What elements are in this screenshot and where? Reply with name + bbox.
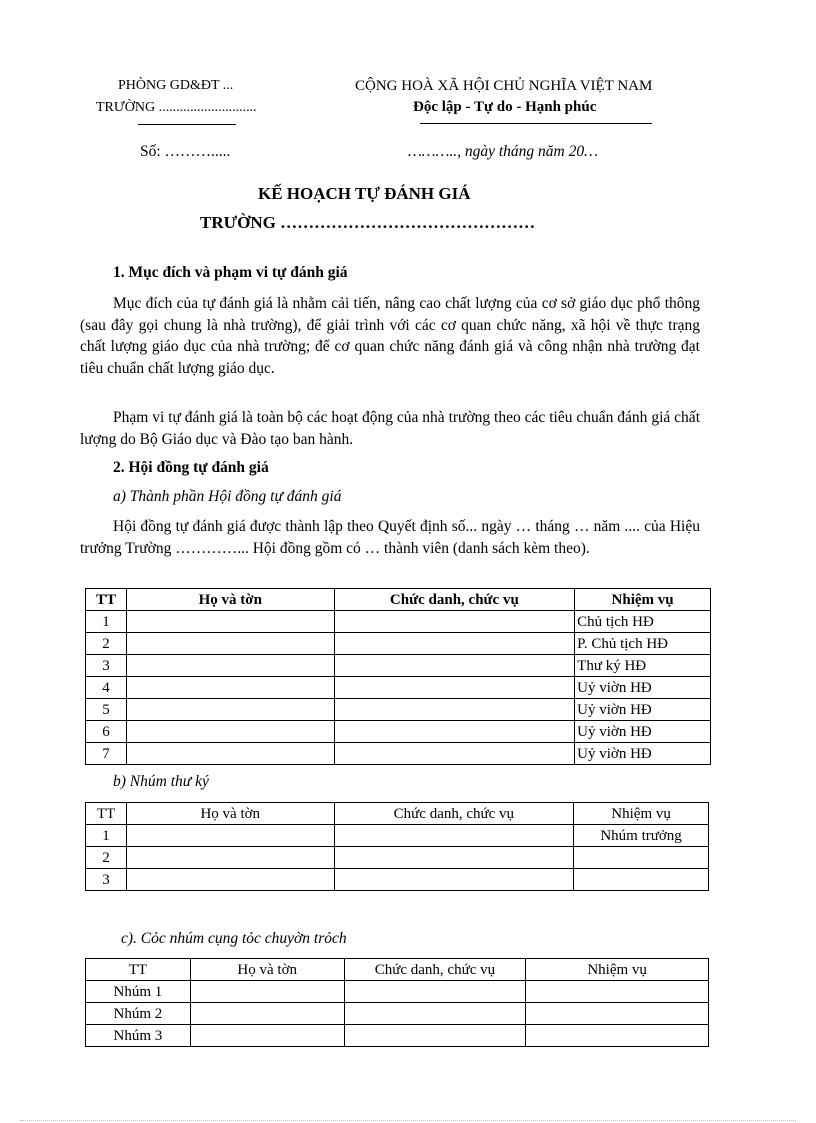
table-cell: 3 bbox=[86, 869, 127, 891]
table-row bbox=[86, 981, 709, 1003]
table-cell: Uỷ viờn HĐ bbox=[575, 721, 711, 743]
section2-paragraph: Hội đồng tự đánh giá được thành lập theo Quyết định số... ngày … tháng … năm .... của Hiệu trưởng Trường …………... Hội đồng gồm có … thành viên (danh sách kèm theo). bbox=[80, 518, 700, 557]
table-row bbox=[86, 825, 709, 847]
motto: Độc lập - Tự do - Hạnh phúc bbox=[413, 99, 597, 115]
table-cell bbox=[526, 981, 709, 1003]
working-groups-table bbox=[85, 958, 709, 1047]
table-header-row bbox=[86, 803, 709, 825]
table-cell: Nhúm 1 bbox=[86, 981, 191, 1003]
column-header: TT bbox=[86, 803, 127, 825]
table-cell bbox=[126, 847, 334, 869]
column-header: Nhiệm vụ bbox=[575, 589, 711, 611]
column-header: Chức danh, chức vụ bbox=[344, 959, 526, 981]
page-bottom-divider bbox=[20, 1120, 796, 1121]
table-cell bbox=[126, 869, 334, 891]
table-cell bbox=[126, 633, 334, 655]
table-cell bbox=[344, 981, 526, 1003]
table-cell bbox=[190, 1003, 344, 1025]
column-header: Họ và tờn bbox=[126, 589, 334, 611]
column-header: Chức danh, chức vụ bbox=[334, 589, 575, 611]
table-cell bbox=[526, 1025, 709, 1047]
table-cell bbox=[334, 721, 575, 743]
table-cell: 7 bbox=[86, 743, 127, 765]
table-row bbox=[86, 743, 711, 765]
table-cell bbox=[126, 721, 334, 743]
column-header: Họ và tờn bbox=[190, 959, 344, 981]
subsection-b-title: b) Nhúm thư ký bbox=[113, 773, 209, 790]
subsection-c-title: c). Cỏc nhúm cụng tỏc chuyờn trỏch bbox=[121, 930, 347, 947]
table-cell: 1 bbox=[86, 611, 127, 633]
table-cell bbox=[334, 869, 574, 891]
table-row bbox=[86, 847, 709, 869]
plan-title: KẾ HOẠCH TỰ ĐÁNH GIÁ bbox=[258, 184, 471, 203]
country-name: CỘNG HOÀ XÃ HỘI CHỦ NGHĨA VIỆT NAM bbox=[355, 78, 653, 94]
table-header-row bbox=[86, 959, 709, 981]
table-row bbox=[86, 611, 711, 633]
table-cell bbox=[334, 743, 575, 765]
table-cell bbox=[126, 743, 334, 765]
table-cell: 6 bbox=[86, 721, 127, 743]
table-cell bbox=[344, 1003, 526, 1025]
left-header-rule bbox=[138, 124, 236, 125]
table-cell bbox=[334, 633, 575, 655]
school-name-line: TRƯỜNG ............................ bbox=[96, 100, 257, 115]
table-cell bbox=[126, 611, 334, 633]
table-cell bbox=[126, 655, 334, 677]
table-cell: 2 bbox=[86, 847, 127, 869]
table-cell: Nhúm 3 bbox=[86, 1025, 191, 1047]
plan-school-line: TRƯỜNG ……………………………………… bbox=[200, 213, 536, 232]
table-cell: Thư ký HĐ bbox=[575, 655, 711, 677]
column-header: Họ và tờn bbox=[126, 803, 334, 825]
table-cell bbox=[334, 825, 574, 847]
table-cell bbox=[526, 1003, 709, 1025]
table-cell bbox=[334, 655, 575, 677]
table-cell bbox=[126, 677, 334, 699]
section2-heading: 2. Hội đồng tự đánh giá bbox=[113, 459, 269, 476]
document-number: Số: ………..... bbox=[140, 143, 231, 160]
table-cell bbox=[126, 699, 334, 721]
table-cell: 2 bbox=[86, 633, 127, 655]
column-header: TT bbox=[86, 959, 191, 981]
section1-paragraph1: Mục đích của tự đánh giá là nhằm cải tiến, nâng cao chất lượng của cơ sở giáo dục phổ thông (sau đây gọi chung là nhà trường), để giải trình với các cơ quan chức năng, xã hội về thực trạng chất lượng giáo dục của nhà trường; để cơ quan chức năng đánh giá và công nhận nhà trường đạt tiêu chuẩn chất lượng giáo dục. bbox=[80, 295, 700, 377]
column-header: TT bbox=[86, 589, 127, 611]
secretary-group-table bbox=[85, 802, 709, 891]
table-cell bbox=[190, 981, 344, 1003]
table-cell: Chủ tịch HĐ bbox=[575, 611, 711, 633]
department-name: PHÒNG GD&ĐT ... bbox=[118, 78, 234, 93]
table-cell: Uỷ viờn HĐ bbox=[575, 699, 711, 721]
table-cell: 4 bbox=[86, 677, 127, 699]
section1-paragraph2: Phạm vi tự đánh giá là toàn bộ các hoạt động của nhà trường theo các tiêu chuẩn đánh giá chất lượng do Bộ Giáo dục và Đào tạo ban hành. bbox=[80, 409, 700, 448]
table-cell: Uỷ viờn HĐ bbox=[575, 677, 711, 699]
table-row bbox=[86, 1025, 709, 1047]
table-cell bbox=[334, 611, 575, 633]
column-header: Chức danh, chức vụ bbox=[334, 803, 574, 825]
table-cell bbox=[574, 869, 709, 891]
table-cell bbox=[344, 1025, 526, 1047]
table-cell: 3 bbox=[86, 655, 127, 677]
table-row bbox=[86, 677, 711, 699]
council-table bbox=[85, 588, 711, 765]
table-cell bbox=[334, 847, 574, 869]
table-cell: Nhúm trưởng bbox=[574, 825, 709, 847]
table-cell bbox=[190, 1025, 344, 1047]
table-row bbox=[86, 699, 711, 721]
table-cell: 5 bbox=[86, 699, 127, 721]
table-cell bbox=[126, 825, 334, 847]
table-cell: Nhúm 2 bbox=[86, 1003, 191, 1025]
table-row bbox=[86, 869, 709, 891]
table-cell bbox=[334, 699, 575, 721]
column-header: Nhiệm vụ bbox=[526, 959, 709, 981]
table-header-row bbox=[86, 589, 711, 611]
table-cell bbox=[574, 847, 709, 869]
table-cell: 1 bbox=[86, 825, 127, 847]
right-header-rule bbox=[420, 123, 652, 124]
table-cell: Uỷ viờn HĐ bbox=[575, 743, 711, 765]
table-cell bbox=[334, 677, 575, 699]
table-row bbox=[86, 633, 711, 655]
subsection-a-title: a) Thành phần Hội đồng tự đánh giá bbox=[113, 488, 342, 505]
section1-heading: 1. Mục đích và phạm vi tự đánh giá bbox=[113, 264, 348, 281]
table-row bbox=[86, 721, 711, 743]
document-date: ……….., ngày tháng năm 20… bbox=[408, 143, 598, 160]
table-row bbox=[86, 1003, 709, 1025]
column-header: Nhiệm vụ bbox=[574, 803, 709, 825]
table-cell: P. Chủ tịch HĐ bbox=[575, 633, 711, 655]
table-row bbox=[86, 655, 711, 677]
